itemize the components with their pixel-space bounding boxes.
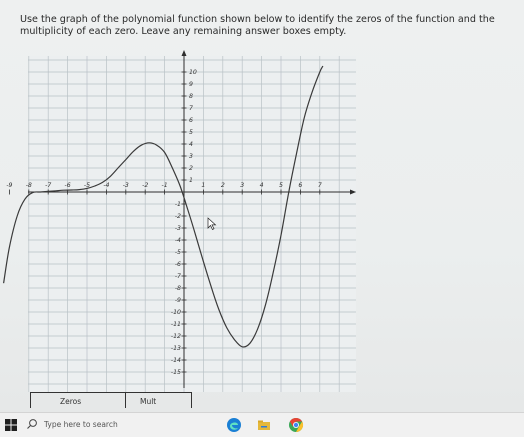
x-tick-label: -5 [83,182,91,189]
x-tick-label: -1 [161,182,168,189]
x-tick-label: -3 [122,182,129,189]
search-placeholder: Type here to search [44,419,118,429]
x-tick-label: -7 [45,182,52,189]
y-tick-label: 2 [189,165,193,173]
x-tick-label: -4 [103,182,110,189]
x-tick-label: 1 [201,182,206,189]
y-tick-label: 5 [189,129,193,137]
y-tick-label: -9 [174,297,181,305]
file-explorer-button[interactable] [256,417,272,433]
search-icon [26,418,38,430]
y-tick-label: -7 [174,273,181,281]
x-tick-label: 3 [240,182,245,189]
x-tick-label: 2 [220,182,225,189]
y-tick-label: -11 [170,321,181,329]
y-tick-label: -3 [174,225,181,233]
chrome-browser-button[interactable] [288,417,304,433]
x-tick-label: -6 [64,182,71,189]
x-tick-label: 6 [298,182,303,189]
y-axis-arrow [182,50,187,56]
edge-browser-icon[interactable] [226,417,242,433]
table-left-border [30,392,31,408]
edge-icon [226,417,242,433]
y-tick-label: 3 [189,153,193,161]
taskbar-search-box[interactable] [26,415,196,433]
taskbar [0,412,524,437]
windows-start-button[interactable] [4,417,18,431]
x-tick-label: 7 [317,182,322,189]
y-tick-label: 7 [189,105,193,113]
y-tick-label: -13 [170,345,181,353]
x-tick-label: -8 [25,182,32,189]
y-tick-label: -8 [174,285,181,293]
table-right-border [191,392,192,408]
table-column-divider [125,392,126,408]
y-tick-label: 1 [189,177,193,185]
y-tick-label: -6 [174,261,181,269]
y-tick-label: -4 [174,237,181,245]
y-tick-label: -12 [170,333,181,341]
x-tick-label: -2 [142,182,149,189]
zeros-column-header: Zeros [60,397,82,406]
x-tick-label: -9 [6,182,13,189]
question-text: Use the graph of the polynomial function shown below to identify the zeros of the function and the multiplicity of each zero. Leave any remaining answer boxes empty. [20,14,495,37]
folder-icon [256,417,272,433]
y-tick-label: 10 [189,69,197,77]
chrome-icon [288,417,304,433]
y-tick-label: 8 [189,93,193,101]
y-tick-label: -15 [170,369,181,377]
y-tick-label: 6 [189,117,193,125]
y-tick-label: 9 [189,81,193,89]
windows-logo-icon [4,418,18,432]
x-tick-label: 4 [259,182,264,189]
y-tick-label: 4 [189,141,193,149]
multiplicity-column-header: Mult [140,397,157,406]
y-tick-label: -1 [174,201,181,209]
y-tick-label: -14 [170,357,181,365]
y-tick-label: -10 [170,309,181,317]
y-tick-label: -2 [174,213,181,221]
y-tick-label: -5 [174,249,181,257]
x-tick-label: 5 [279,182,283,189]
